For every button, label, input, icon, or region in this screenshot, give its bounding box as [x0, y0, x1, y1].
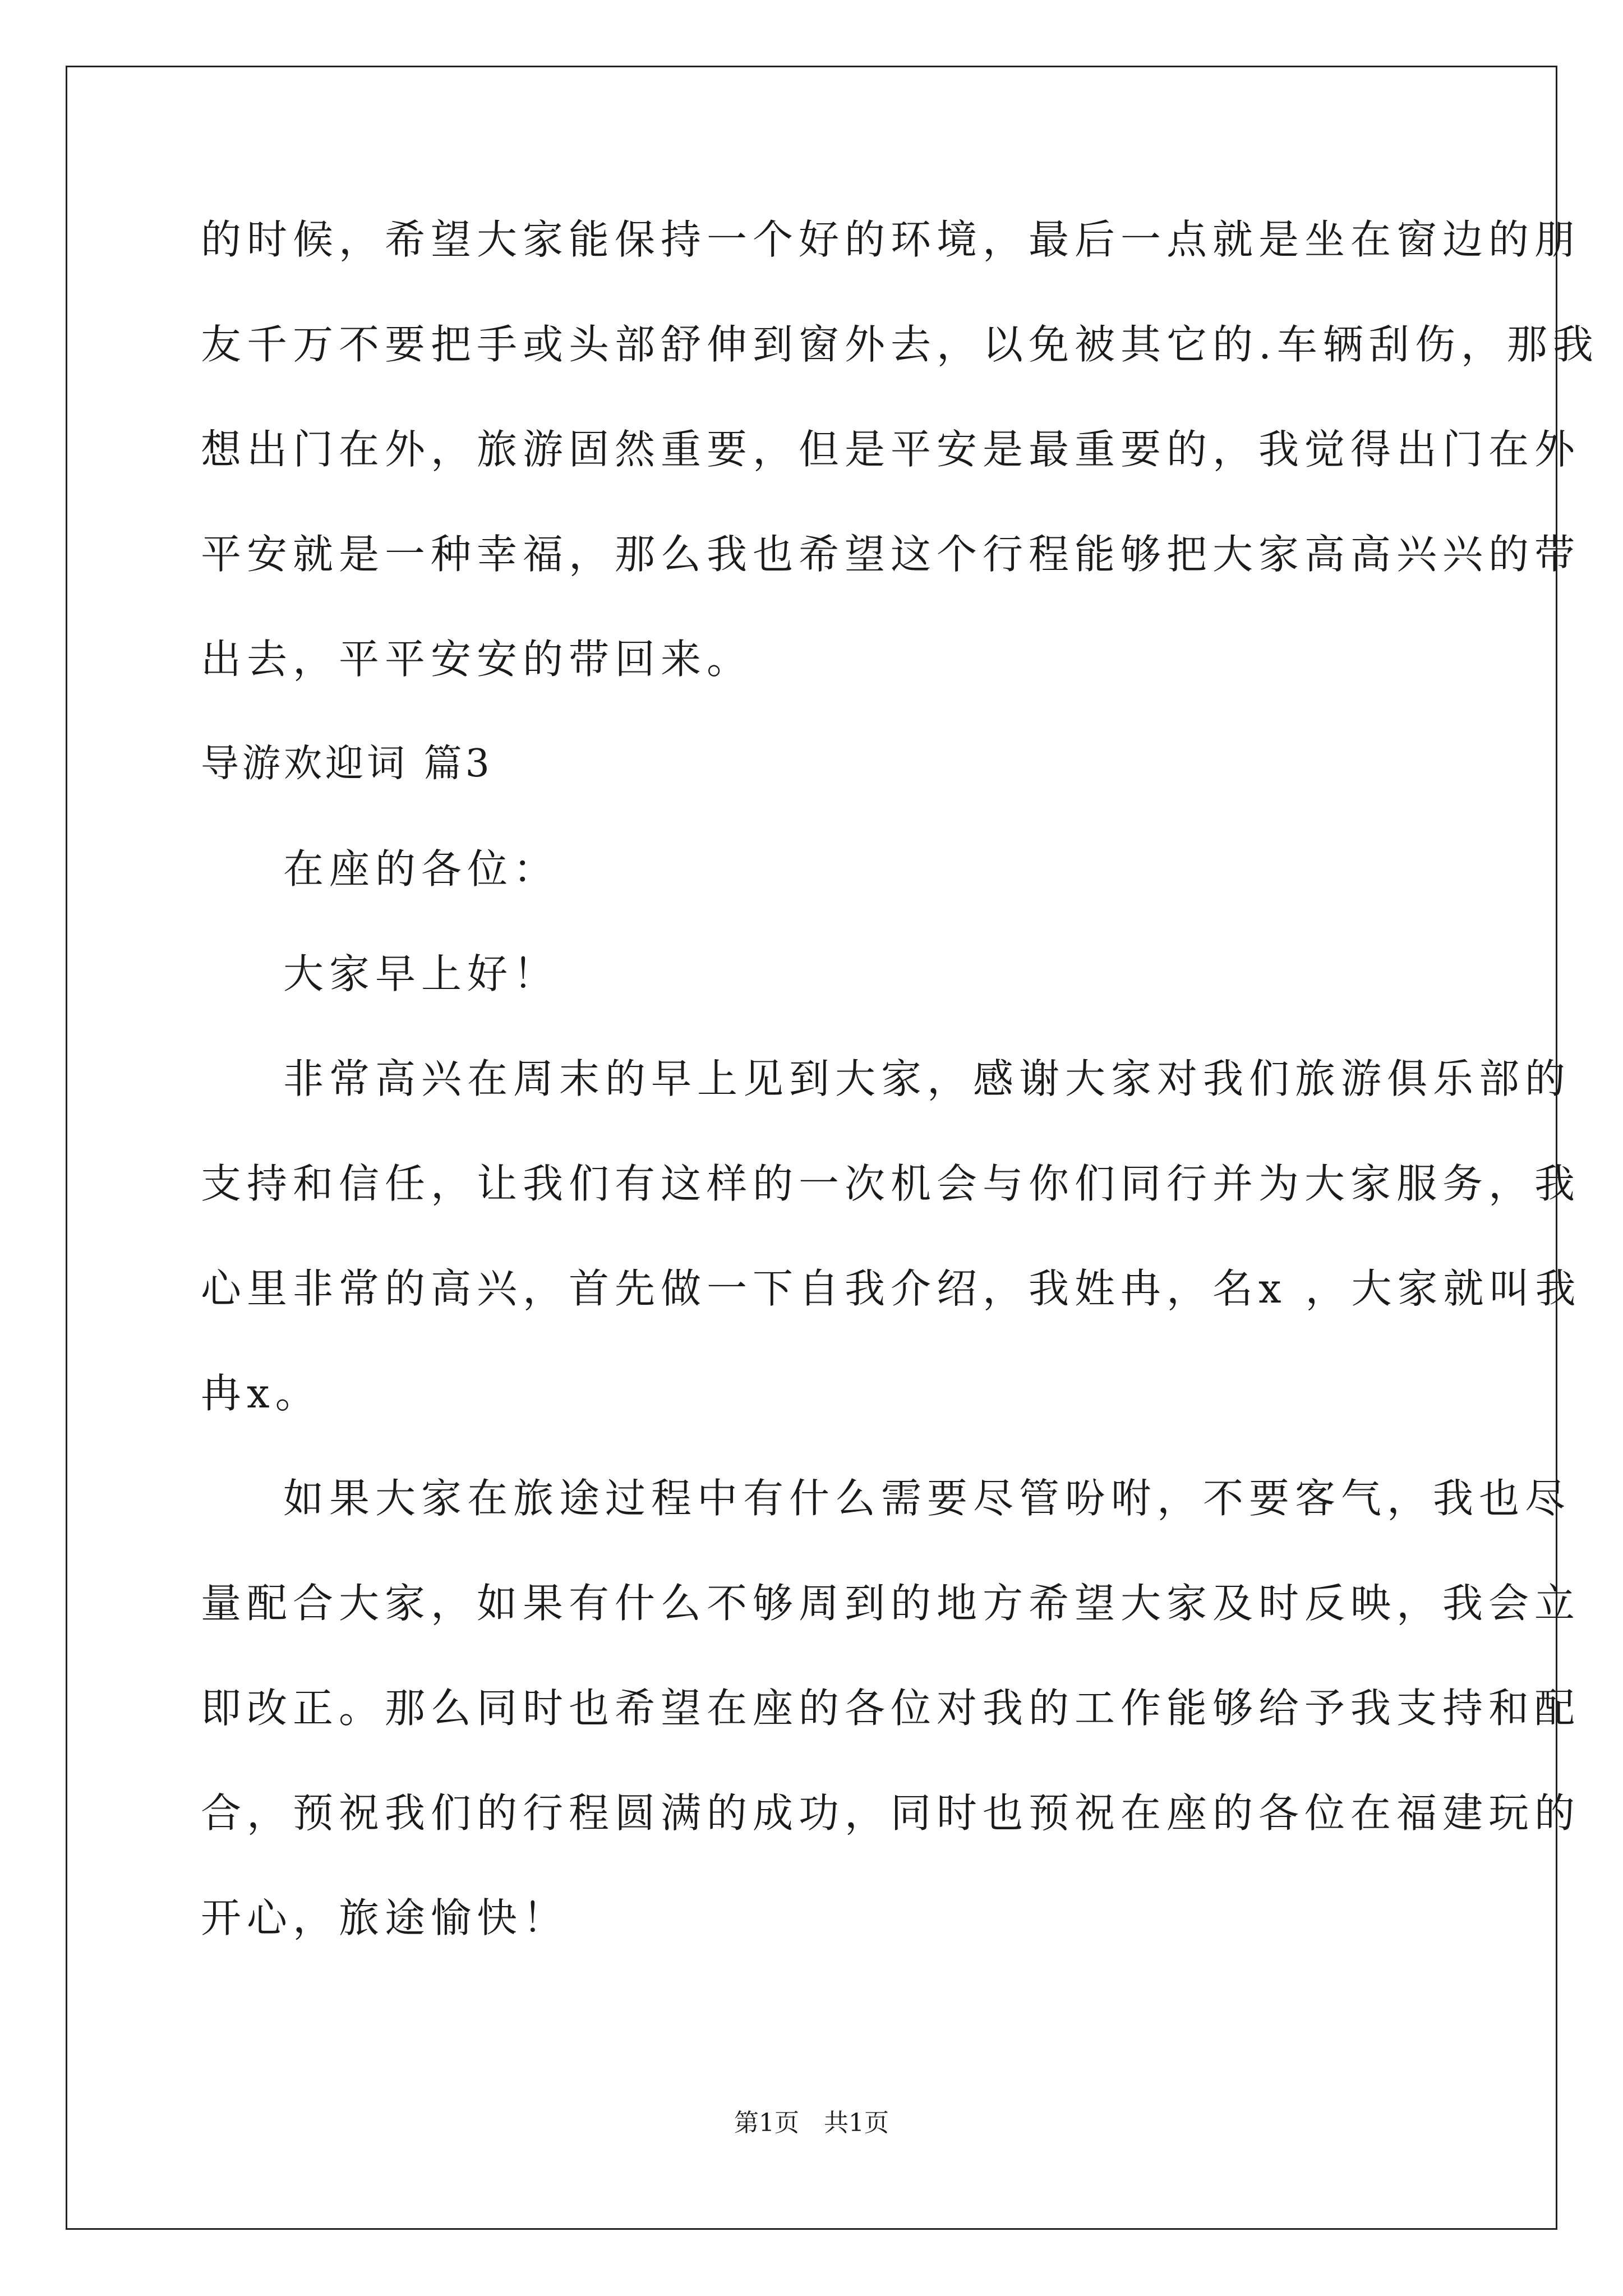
paragraph-line: 支持和信任，让我们有这样的一次机会与你们同行并为大家服务，我 — [201, 1160, 1581, 1207]
paragraph-line: 平安就是一种幸福，那么我也希望这个行程能够把大家高高兴兴的带 — [201, 531, 1581, 578]
paragraph-line: 非常高兴在周末的早上见到大家，感谢大家对我们旅游俱乐部的 — [283, 1055, 1571, 1102]
greeting-line: 在座的各位： — [283, 845, 560, 892]
paragraph-line: 友千万不要把手或头部舒伸到窗外去，以免被其它的.车辆刮伤，那我 — [201, 321, 1599, 368]
section-heading: 导游欢迎词 篇3 — [201, 742, 493, 786]
paragraph-line: 即改正。那么同时也希望在座的各位对我的工作能够给予我支持和配 — [201, 1685, 1581, 1732]
paragraph-line: 出去，平平安安的带回来。 — [201, 636, 753, 683]
paragraph-line: 想出门在外，旅游固然重要，但是平安是最重要的，我觉得出门在外 — [201, 426, 1581, 473]
document-body — [201, 213, 1599, 1996]
paragraph-line: 合，预祝我们的行程圆满的成功，同时也预祝在座的各位在福建玩的 — [201, 1789, 1581, 1837]
paragraph-line: 心里非常的高兴，首先做一下自我介绍，我姓冉，名x ，大家就叫我 — [201, 1265, 1581, 1312]
paragraph-line: 如果大家在旅途过程中有什么需要尽管吩咐，不要客气，我也尽 — [283, 1475, 1571, 1522]
paragraph-line: 开心，旅途愉快！ — [201, 1894, 569, 1941]
paragraph-line: 冉x。 — [201, 1370, 321, 1417]
paragraph-line: 的时候，希望大家能保持一个好的环境，最后一点就是坐在窗边的朋 — [201, 216, 1581, 263]
paragraph-line: 量配合大家，如果有什么不够周到的地方希望大家及时反映，我会立 — [201, 1580, 1581, 1627]
morning-greeting-line: 大家早上好！ — [283, 950, 560, 997]
page-number-footer: 第1页 共1页 — [734, 2109, 889, 2137]
